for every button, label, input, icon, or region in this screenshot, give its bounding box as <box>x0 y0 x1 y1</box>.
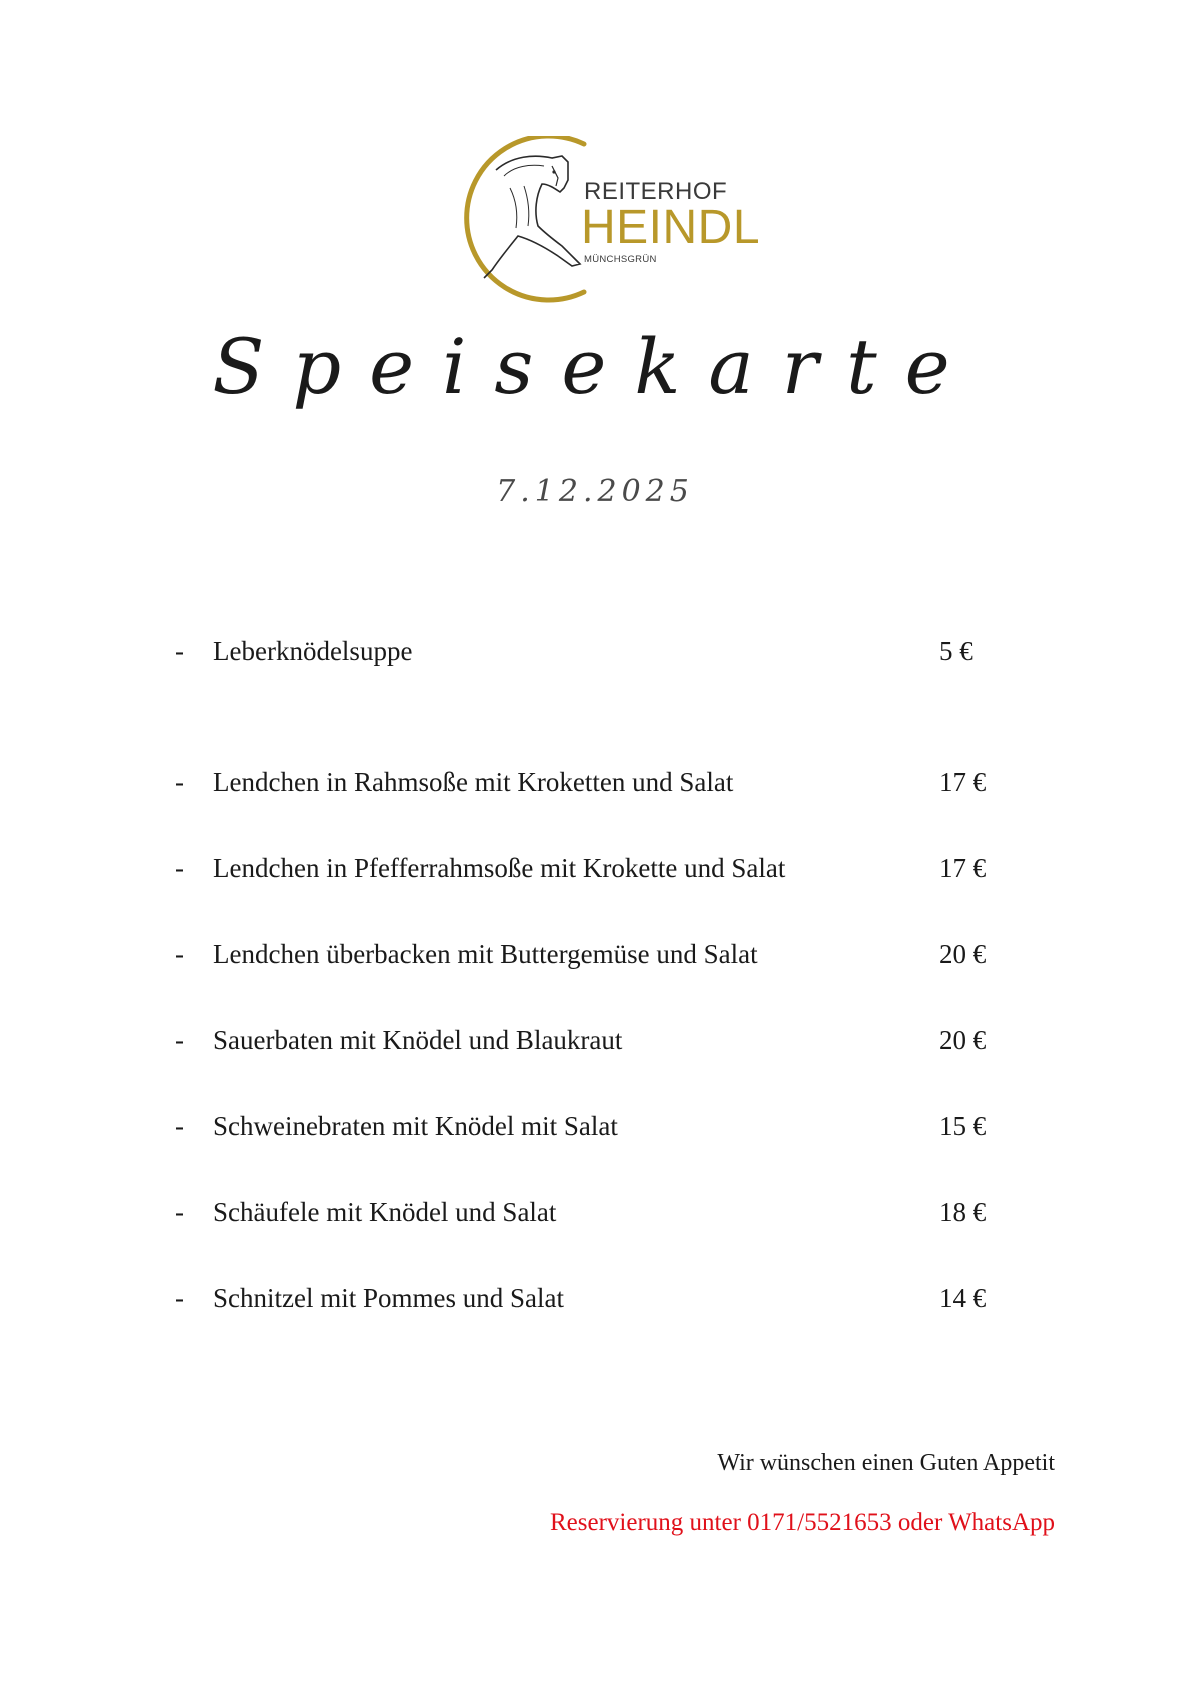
menu-item <box>175 1197 1025 1237</box>
menu-item-bullet: - <box>175 636 184 666</box>
menu-item-name: Lendchen überbacken mit Buttergemüse und Salat <box>213 939 758 969</box>
menu-item-bullet: - <box>175 939 184 969</box>
menu-item-price: 17 € <box>939 853 987 883</box>
menu-item-price: 20 € <box>939 1025 987 1055</box>
logo-text-heindl: HEINDL <box>581 201 761 254</box>
menu-item-price: 18 € <box>939 1197 987 1227</box>
menu-item-name: Sauerbaten mit Knödel und Blaukraut <box>213 1025 623 1055</box>
greeting-text: Wir wünschen einen Guten Appetit <box>717 1450 1055 1476</box>
page-title: Speisekarte <box>212 322 978 411</box>
menu-item <box>175 767 1025 807</box>
menu-item-price: 15 € <box>939 1111 987 1141</box>
menu-item-bullet: - <box>175 1283 184 1313</box>
menu-item <box>175 1025 1025 1065</box>
menu-item-name: Lendchen in Pfefferrahmsoße mit Krokette und Salat <box>213 853 786 883</box>
reservation-text: Reservierung unter 0171/5521653 oder WhatsApp <box>550 1509 1055 1536</box>
menu-item <box>175 1283 1025 1323</box>
menu-item-bullet: - <box>175 1025 184 1055</box>
menu-item <box>175 1111 1025 1151</box>
menu-item-name: Schnitzel mit Pommes und Salat <box>213 1283 564 1313</box>
menu-item-price: 14 € <box>939 1283 987 1313</box>
menu-item-name: Leberknödelsuppe <box>213 636 413 666</box>
menu-item-price: 5 € <box>939 636 973 666</box>
menu-item-name: Schäufele mit Knödel und Salat <box>213 1197 557 1227</box>
logo-text-reiterhof: REITERHOF <box>584 178 728 205</box>
menu-item-bullet: - <box>175 767 184 797</box>
menu-item <box>175 853 1025 893</box>
menu-item-price: 17 € <box>939 767 987 797</box>
reiterhof-logo <box>434 136 764 306</box>
menu-item-bullet: - <box>175 853 184 883</box>
menu-item-bullet: - <box>175 1111 184 1141</box>
menu-date: 7.12.2025 <box>496 474 694 509</box>
menu-item <box>175 939 1025 979</box>
menu-item-name: Lendchen in Rahmsoße mit Kroketten und Salat <box>213 767 734 797</box>
menu-item <box>175 636 1025 676</box>
menu-item-bullet: - <box>175 1197 184 1227</box>
menu-item-name: Schweinebraten mit Knödel mit Salat <box>213 1111 618 1141</box>
logo-text-muenchsgruen: MÜNCHSGRÜN <box>584 254 657 265</box>
menu-item-price: 20 € <box>939 939 987 969</box>
